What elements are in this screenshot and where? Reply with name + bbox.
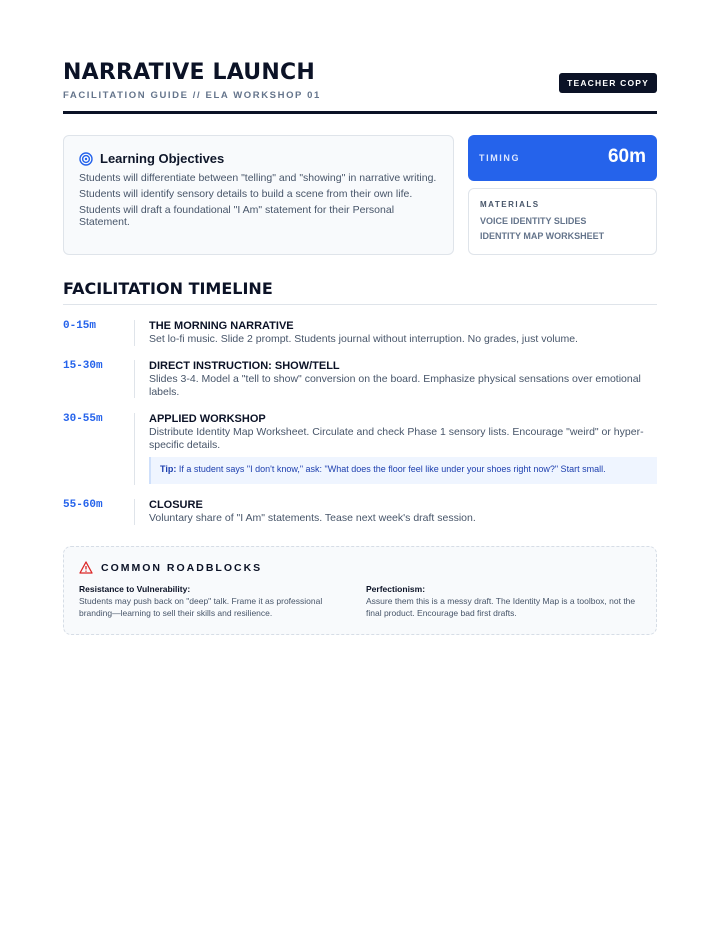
target-icon [79, 152, 93, 166]
timeline-divider [63, 304, 657, 305]
timing-label: TIMING [479, 153, 521, 163]
step-body [149, 320, 649, 346]
step-time: 55-60m [63, 499, 103, 511]
step-divider-line [134, 320, 135, 346]
roadblock-title: Resistance to Vulnerability: [79, 584, 191, 594]
objectives-header [79, 151, 438, 166]
step-title: CLOSURE [149, 499, 203, 511]
materials-card [468, 188, 657, 255]
step-body [149, 499, 649, 525]
timing-card [468, 135, 657, 181]
objective-item: Students will draft a foundational "I Am" statement for their Personal Statement. [79, 204, 395, 228]
step-divider-line [134, 360, 135, 398]
header-divider [63, 111, 657, 114]
tip-label: Tip: [160, 464, 177, 474]
step-description: Set lo-fi music. Slide 2 prompt. Students journal without interruption. No grades, just volume. [149, 333, 578, 345]
step-body [149, 413, 649, 451]
materials-label: MATERIALS [480, 200, 540, 209]
roadblock-text: Assure them this is a messy draft. The Identity Map is a toolbox, not the final product. Encourage bad first drafts. [366, 596, 636, 618]
learning-objectives-card [63, 135, 454, 255]
step-divider-line [134, 499, 135, 525]
warning-icon [79, 561, 93, 574]
step-body [149, 360, 649, 398]
header [63, 60, 657, 114]
page-subtitle: FACILITATION GUIDE // ELA WORKSHOP 01 [63, 90, 321, 101]
roadblocks-title: COMMON ROADBLOCKS [101, 561, 263, 574]
step-description: Distribute Identity Map Worksheet. Circulate and check Phase 1 sensory lists. Encourage "weird" or hyper-specific details. [149, 426, 644, 451]
tip-callout [149, 457, 657, 484]
roadblocks-header [79, 561, 641, 574]
step-divider-line [134, 413, 135, 485]
roadblock-item [79, 584, 354, 619]
tip-text: If a student says "I don't know," ask: "What does the floor feel like under your shoes right now?" Start small. [178, 464, 606, 474]
step-description: Voluntary share of "I Am" statements. Tease next week's draft session. [149, 512, 476, 524]
timing-value: 60m [607, 146, 646, 167]
step-title: THE MORNING NARRATIVE [149, 320, 294, 332]
roadblock-text: Students may push back on "deep" talk. Frame it as professional branding—learning to sell their skills and resilience. [79, 596, 323, 618]
step-time: 15-30m [63, 360, 103, 372]
common-roadblocks-card [63, 546, 657, 635]
objectives-title: Learning Objectives [100, 151, 225, 166]
material-item: IDENTITY MAP WORKSHEET [480, 231, 605, 241]
step-time: 30-55m [63, 413, 103, 425]
step-time: 0-15m [63, 320, 97, 332]
material-item: VOICE IDENTITY SLIDES [480, 216, 587, 226]
roadblock-item [366, 584, 641, 619]
roadblock-title: Perfectionism: [366, 584, 426, 594]
timeline-title: FACILITATION TIMELINE [63, 279, 273, 298]
objective-item: Students will differentiate between "telling" and "showing" in narrative writing. [79, 172, 437, 184]
step-title: DIRECT INSTRUCTION: SHOW/TELL [149, 360, 340, 372]
step-description: Slides 3-4. Model a "tell to show" conversion on the board. Emphasize physical sensations over emotional labels. [149, 373, 641, 398]
page-title: NARRATIVE LAUNCH [63, 60, 315, 85]
step-title: APPLIED WORKSHOP [149, 413, 266, 425]
teacher-copy-badge: TEACHER COPY [559, 73, 657, 93]
objective-item: Students will identify sensory details to build a scene from their own life. [79, 188, 413, 200]
